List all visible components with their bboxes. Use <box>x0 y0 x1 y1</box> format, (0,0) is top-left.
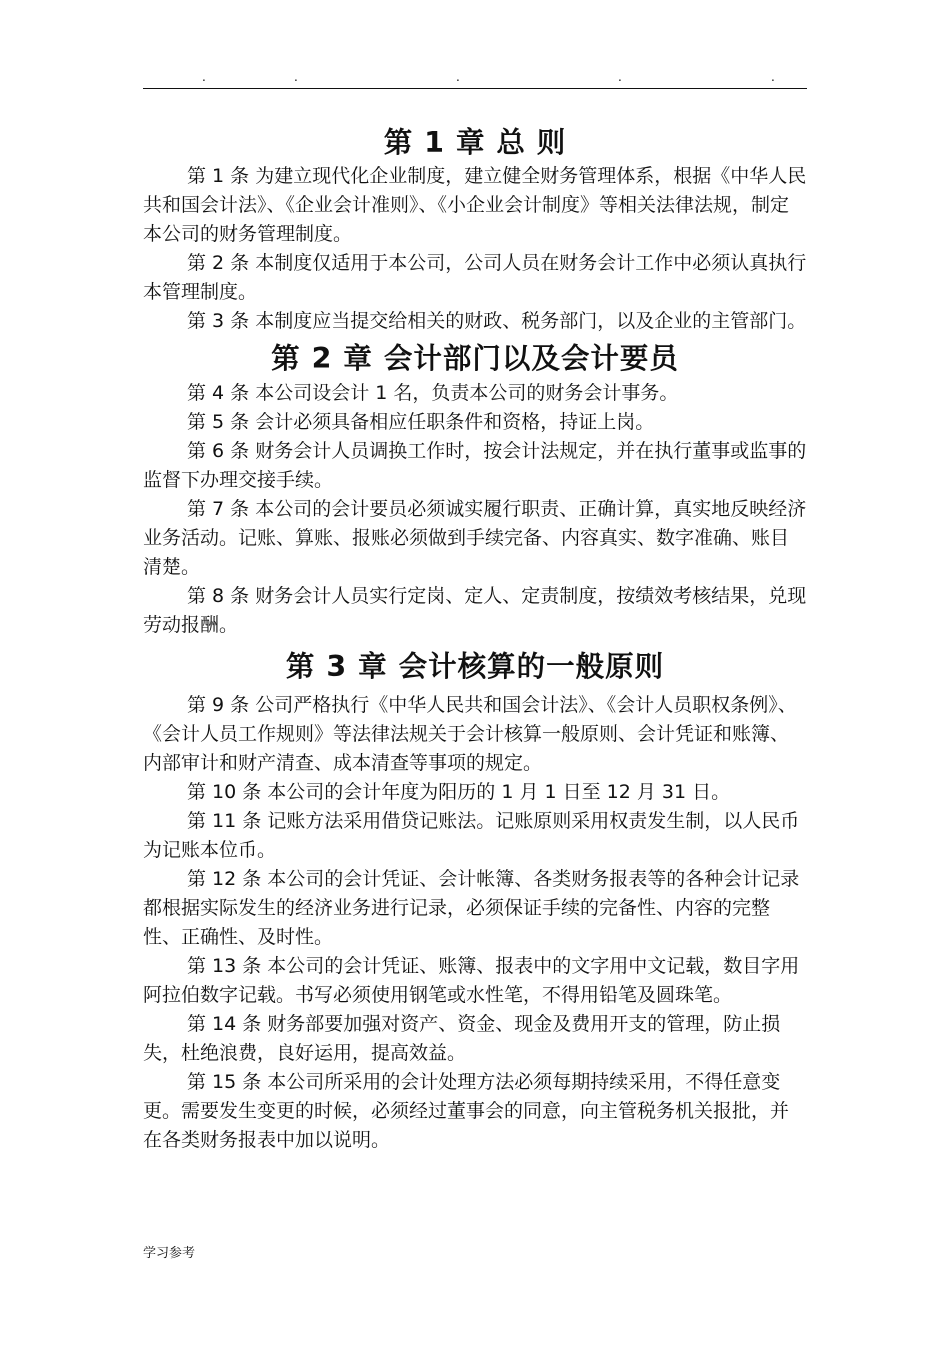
chapter-prefix: 第 <box>271 342 301 375</box>
document-body <box>143 124 807 1155</box>
chapter-heading <box>143 340 807 377</box>
chapter-number: 1 <box>424 126 445 159</box>
chapter-title: 章 会计部门以及会计要员 <box>343 342 679 375</box>
article: 第 4 条 本公司设会计 1 名，负责本公司的财务会计事务。 <box>187 382 679 404</box>
header-dot: . <box>294 70 298 84</box>
article: 第 10 条 本公司的会计年度为阳历的 1 月 1 日至 12 月 31 日。 <box>187 781 731 803</box>
article: 第 8 条 财务会计人员实行定岗、定人、定责制度，按绩效考核结果，兑现劳动报酬。 <box>143 585 807 636</box>
article: 第 5 条 会计必须具备相应任职条件和资格，持证上岗。 <box>187 411 655 433</box>
chapter-number: 3 <box>326 650 348 683</box>
header-dot: . <box>618 70 622 84</box>
header-dot: . <box>202 70 206 84</box>
article: 第 7 条 本公司的会计要员必须诚实履行职责、正确计算，真实地反映经济业务活动。记账、算账、报账必须做到手续完备、内容真实、数字准确、账目清楚。 <box>143 498 807 578</box>
article: 第 15 条 本公司所采用的会计处理方法必须每期持续采用，不得任意变更。需要发生变更的时候，必须经过董事会的同意，向主管税务机关报批，并在各类财务报表中加以说明。 <box>143 1071 790 1151</box>
article: 第 2 条 本制度仅适用于本公司，公司人员在财务会计工作中必须认真执行本管理制度。 <box>143 252 807 303</box>
chapter-prefix: 第 <box>383 126 414 159</box>
header-dot: . <box>771 70 775 84</box>
chapter-title: 章 总 则 <box>455 126 567 159</box>
article: 第 12 条 本公司的会计凭证、会计帐簿、各类财务报表等的各种会计记录都根据实际发生的经济业务进行记录，必须保证手续的完备性、内容的完整性、正确性、及时性。 <box>143 868 800 948</box>
header-rule <box>143 88 807 89</box>
chapter-heading <box>143 124 807 161</box>
chapter-prefix: 第 <box>285 650 316 683</box>
footer-label: 学习参考 <box>143 1246 196 1261</box>
article: 第 3 条 本制度应当提交给相关的财政、税务部门，以及企业的主管部门。 <box>187 310 807 332</box>
article: 第 1 条 为建立现代化企业制度，建立健全财务管理体系，根据《中华人民共和国会计法》、《企业会计准则》、《小企业会计制度》等相关法律法规，制定本公司的财务管理制度。 <box>143 165 807 245</box>
chapter-heading <box>143 648 807 685</box>
chapter-number: 2 <box>311 342 333 375</box>
article: 第 14 条 财务部要加强对资产、资金、现金及费用开支的管理，防止损失，杜绝浪费，良好运用，提高效益。 <box>143 1013 781 1064</box>
article: 第 9 条 公司严格执行《中华人民共和国会计法》、《会计人员职权条例》、《会计人员工作规则》等法律法规关于会计核算一般原则、会计凭证和账簿、内部审计和财产清查、成本清查等事项的规定。 <box>143 694 797 774</box>
chapter-title: 章 会计核算的一般原则 <box>358 650 665 683</box>
article: 第 13 条 本公司的会计凭证、账簿、报表中的文字用中文记载，数目字用阿拉伯数字记载。书写必须使用钢笔或水性笔，不得用铅笔及圆珠笔。 <box>143 955 800 1006</box>
header-dot: . <box>456 70 460 84</box>
article: 第 11 条 记账方法采用借贷记账法。记账原则采用权责发生制，以人民币为记账本位币。 <box>143 810 800 861</box>
article: 第 6 条 财务会计人员调换工作时，按会计法规定，并在执行董事或监事的监督下办理交接手续。 <box>143 440 807 491</box>
